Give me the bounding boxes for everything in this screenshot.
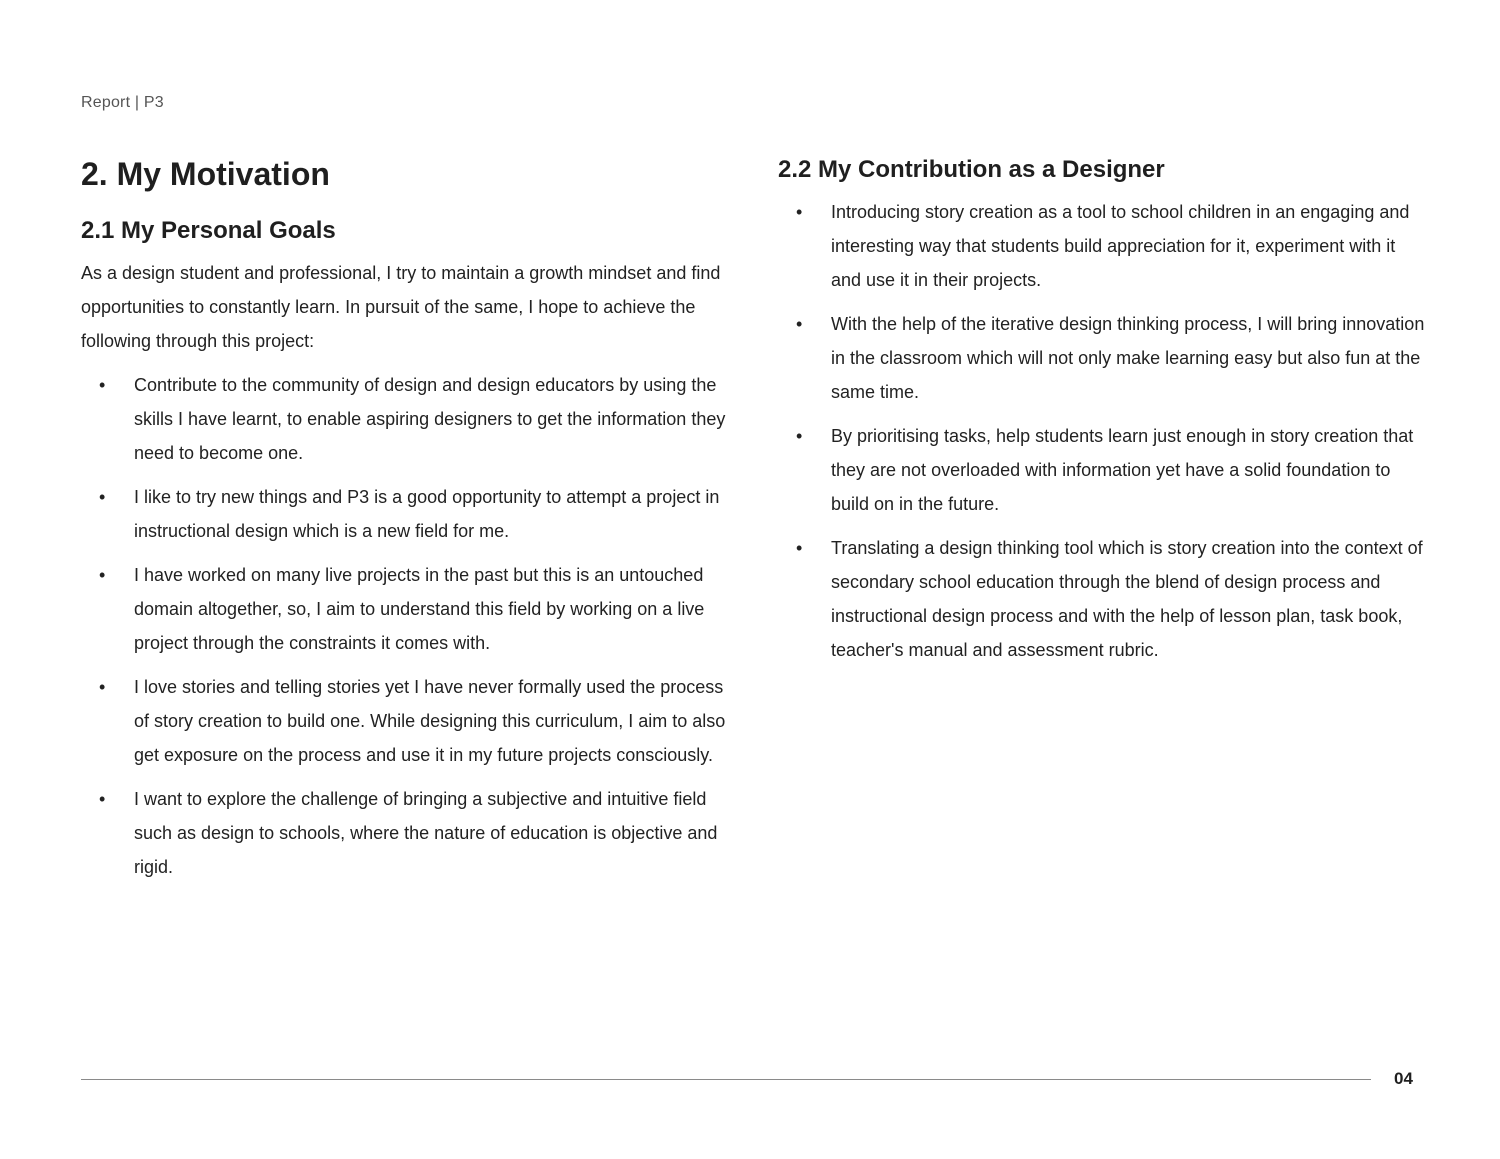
list-item	[778, 195, 1428, 297]
bullet-icon: •	[796, 202, 803, 222]
contribution-heading: 2.2 My Contribution as a Designer	[778, 156, 1165, 183]
list-item-text: Contribute to the community of design and design educators by using the skills I have learnt, to enable aspiring designers to get the information they need to become one.	[134, 375, 726, 463]
list-item-text: I love stories and telling stories yet I have never formally used the process of story creation to build one. While designing this curriculum, I aim to also get exposure on the process and use it in my future projects consciously.	[134, 677, 726, 765]
bullet-icon: •	[796, 314, 803, 334]
list-item	[81, 782, 731, 884]
list-item	[778, 531, 1428, 667]
list-item-text: Translating a design thinking tool which is story creation into the context of secondary school education through the blend of design process and instructional design process and with the help of lesson plan, task book, teacher's manual and assessment rubric.	[831, 538, 1423, 660]
bullet-icon: •	[99, 789, 106, 809]
report-header-label: Report | P3	[81, 94, 164, 111]
list-item-text: With the help of the iterative design thinking process, I will bring innovation in the classroom which will not only make learning easy but also fun at the same time.	[831, 314, 1425, 402]
bullet-icon: •	[99, 487, 106, 507]
list-item-text: I have worked on many live projects in the past but this is an untouched domain altogether, so, I aim to understand this field by working on a live project through the constraints it comes with.	[134, 565, 705, 653]
bullet-icon: •	[99, 677, 106, 697]
list-item	[81, 368, 731, 470]
bullet-icon: •	[99, 565, 106, 585]
personal-goals-intro: As a design student and professional, I try to maintain a growth mindset and find opportunities to constantly learn. In pursuit of the same, I hope to achieve the following through this project:	[81, 263, 721, 351]
footer-divider	[81, 1079, 1371, 1080]
list-item	[778, 419, 1428, 521]
contribution-list	[778, 195, 1428, 677]
list-item-text: I like to try new things and P3 is a good opportunity to attempt a project in instructional design which is a new field for me.	[134, 487, 720, 541]
list-item-text: By prioritising tasks, help students learn just enough in story creation that they are not overloaded with information yet have a solid foundation to build on in the future.	[831, 426, 1414, 514]
list-item-text: I want to explore the challenge of bringing a subjective and intuitive field such as design to schools, where the nature of education is objective and rigid.	[134, 789, 718, 877]
list-item	[778, 307, 1428, 409]
list-item	[81, 480, 731, 548]
list-item	[81, 558, 731, 660]
list-item	[81, 670, 731, 772]
page-number: 04	[1394, 1069, 1413, 1088]
bullet-icon: •	[99, 375, 106, 395]
personal-goals-list	[81, 368, 731, 894]
list-item-text: Introducing story creation as a tool to school children in an engaging and interesting way that students build appreciation for it, experiment with it and use it in their projects.	[831, 202, 1410, 290]
section-title: 2. My Motivation	[81, 156, 330, 192]
bullet-icon: •	[796, 538, 803, 558]
bullet-icon: •	[796, 426, 803, 446]
personal-goals-heading: 2.1 My Personal Goals	[81, 217, 336, 244]
